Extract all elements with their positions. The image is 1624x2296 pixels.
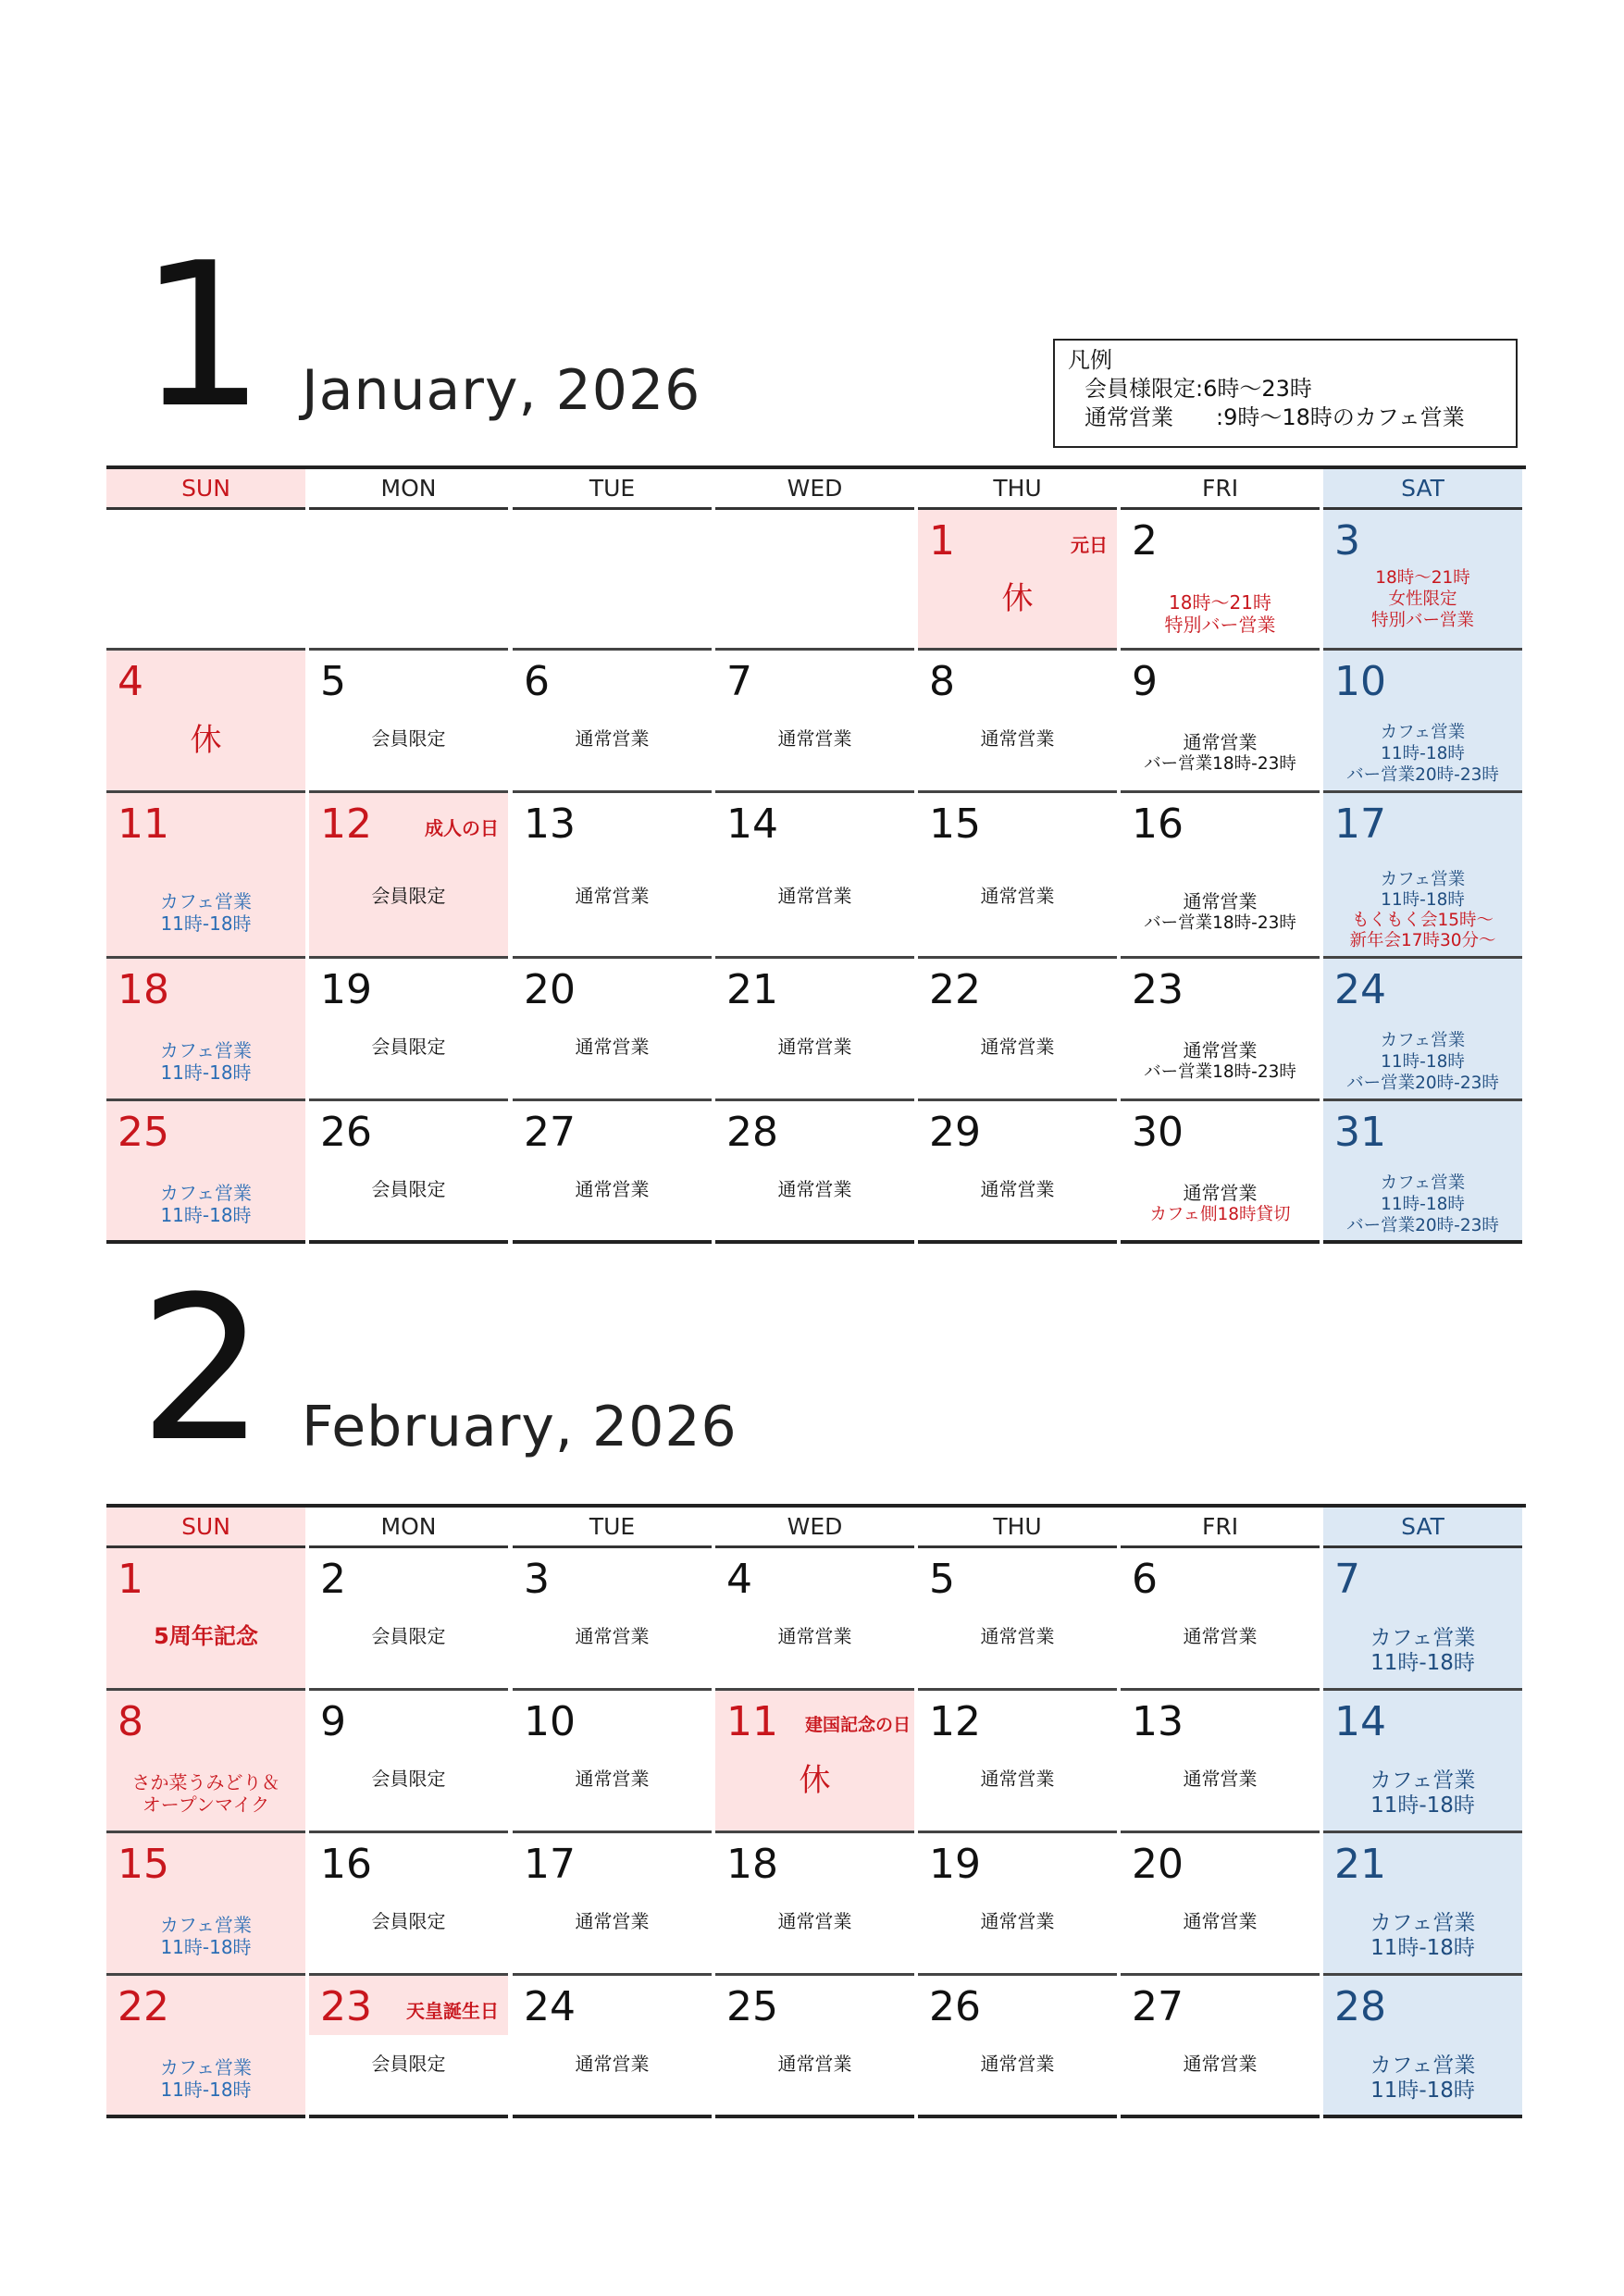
holiday-name: 成人の日 xyxy=(425,817,499,839)
day-cell-18 xyxy=(106,959,305,1101)
note-line: 11時-18時 xyxy=(1381,1052,1465,1072)
day-number: 24 xyxy=(1334,966,1386,1013)
day-note xyxy=(918,1178,1117,1200)
legend-members-label: 会員様限定 xyxy=(1085,376,1196,402)
day-cell-16 xyxy=(1121,793,1320,959)
day-note xyxy=(1323,1626,1522,1676)
note-line: 11時-18時 xyxy=(1381,1195,1465,1214)
day-cell-4 xyxy=(106,651,305,793)
day-note xyxy=(106,1914,305,1958)
note-line: 通常営業 xyxy=(980,727,1055,751)
day-number: 27 xyxy=(524,1109,576,1156)
day-note xyxy=(715,1910,914,1932)
note-line: 通常営業 xyxy=(980,1036,1055,1059)
day-number: 17 xyxy=(1334,800,1386,848)
day-note xyxy=(1323,870,1522,951)
note-line: 通常営業 xyxy=(980,2053,1055,2076)
note-line: 会員限定 xyxy=(371,1178,446,1201)
note-line: バー営業20時-23時 xyxy=(1346,1074,1499,1093)
day-number: 2 xyxy=(320,1556,346,1603)
day-cell-28 xyxy=(1323,1976,1522,2118)
note-line: 11時-18時 xyxy=(1370,1793,1475,1818)
weekday-wed: WED xyxy=(715,1508,914,1548)
day-note xyxy=(918,727,1117,750)
day-cell-12 xyxy=(309,793,508,959)
day-note xyxy=(513,1910,712,1932)
day-number: 14 xyxy=(726,800,778,848)
note-line: カフェ営業 xyxy=(1380,723,1466,742)
day-number: 23 xyxy=(1132,966,1184,1013)
day-note xyxy=(918,1036,1117,1058)
day-note xyxy=(1121,1910,1320,1932)
note-line: 通常営業 xyxy=(777,1178,852,1201)
day-note xyxy=(1323,1769,1522,1818)
day-note xyxy=(918,1768,1117,1790)
day-note xyxy=(309,2053,508,2075)
day-number: 5 xyxy=(320,658,346,705)
day-cell-19 xyxy=(918,1833,1117,1976)
day-note xyxy=(1121,1625,1320,1647)
day-cell-15 xyxy=(918,793,1117,959)
day-cell-10 xyxy=(513,1691,712,1833)
day-number: 21 xyxy=(726,966,778,1013)
day-number: 25 xyxy=(118,1109,169,1156)
note-line: 11時-18時 xyxy=(1381,744,1465,763)
day-cell-13 xyxy=(513,793,712,959)
day-number: 10 xyxy=(524,1698,576,1745)
note-line: カフェ営業 xyxy=(160,1913,252,1936)
note-line: 11時-18時 xyxy=(1381,890,1465,910)
day-number: 16 xyxy=(1132,800,1184,848)
day-note xyxy=(309,1178,508,1200)
note-line: 通常営業 xyxy=(777,1910,852,1933)
note-line: カフェ営業 xyxy=(1380,1173,1466,1193)
day-note xyxy=(1323,1911,1522,1961)
day-cell-20 xyxy=(513,959,712,1101)
day-number: 30 xyxy=(1132,1109,1184,1156)
day-number: 3 xyxy=(1334,517,1360,565)
note-line: 11時-18時 xyxy=(160,2078,252,2101)
day-number: 15 xyxy=(118,1841,169,1888)
day-cell-30 xyxy=(1121,1101,1320,1244)
day-number: 25 xyxy=(726,1983,778,2030)
holiday-name: 建国記念の日 xyxy=(804,1715,911,1735)
note-line: 通常営業 xyxy=(980,1625,1055,1648)
day-note xyxy=(715,1625,914,1647)
day-cell-19 xyxy=(309,959,508,1101)
day-number: 12 xyxy=(929,1698,981,1745)
note-line: カフェ営業 xyxy=(1380,870,1466,889)
day-cell-7 xyxy=(1323,1548,1522,1691)
note-line: 通常営業 xyxy=(777,1625,852,1648)
day-number: 17 xyxy=(524,1841,576,1888)
closed-mark: 休 xyxy=(190,722,222,759)
day-cell-21 xyxy=(1323,1833,1522,1976)
note-line: カフェ営業 xyxy=(160,1038,252,1061)
weekday-thu: THU xyxy=(918,1508,1117,1548)
note-line: カフェ営業 xyxy=(160,1181,252,1204)
day-cell-2 xyxy=(309,1548,508,1691)
day-cell-3 xyxy=(513,1548,712,1691)
note-line: 11時-18時 xyxy=(160,1935,252,1958)
day-number: 7 xyxy=(1334,1556,1360,1603)
note-line: 通常営業 xyxy=(980,1178,1055,1201)
day-note xyxy=(309,1036,508,1058)
weekday-wed: WED xyxy=(715,469,914,510)
day-cell-22 xyxy=(106,1976,305,2118)
note-line: 11時-18時 xyxy=(1370,1650,1475,1675)
day-note xyxy=(106,1182,305,1226)
note-line: 通常営業 xyxy=(1183,1768,1258,1791)
note-line: オープンマイク xyxy=(142,1793,270,1816)
day-note xyxy=(106,2056,305,2101)
day-cell-25 xyxy=(715,1976,914,2118)
day-number: 13 xyxy=(1132,1698,1184,1745)
day-cell-27 xyxy=(1121,1976,1320,2118)
holiday-name: 天皇誕生日 xyxy=(406,2000,499,2022)
note-line: 通常営業 xyxy=(575,1036,650,1059)
day-number: 4 xyxy=(118,658,143,705)
note-line: カフェ営業 xyxy=(1380,1031,1466,1050)
day-number: 18 xyxy=(726,1841,778,1888)
day-number: 19 xyxy=(320,966,372,1013)
empty-day-cell xyxy=(513,510,712,651)
legend-box xyxy=(1053,339,1518,448)
empty-day-cell xyxy=(715,510,914,651)
weekday-header-row xyxy=(106,1504,1526,1552)
day-note xyxy=(106,1039,305,1084)
day-note xyxy=(1323,722,1522,786)
note-line: カフェ営業 xyxy=(1370,1768,1476,1793)
day-note xyxy=(1323,1173,1522,1236)
holiday-name: 元日 xyxy=(1071,534,1108,556)
day-cell-13 xyxy=(1121,1691,1320,1833)
day-number: 18 xyxy=(118,966,169,1013)
note-line: 通常営業 xyxy=(1183,1910,1258,1933)
note-line: 11時-18時 xyxy=(160,912,252,935)
day-note xyxy=(715,2053,914,2075)
note-line: 通常営業 xyxy=(575,727,650,751)
day-note xyxy=(513,1625,712,1647)
day-cell-23 xyxy=(1121,959,1320,1101)
empty-day-cell xyxy=(106,510,305,651)
note-line: 会員限定 xyxy=(371,2053,446,2076)
day-number: 21 xyxy=(1334,1841,1386,1888)
note-line: 会員限定 xyxy=(371,1910,446,1933)
day-note xyxy=(1121,2053,1320,2075)
day-note xyxy=(1323,567,1522,631)
weekday-fri: FRI xyxy=(1121,469,1320,510)
note-line: バー営業20時-23時 xyxy=(1346,1216,1499,1235)
day-number: 3 xyxy=(524,1556,550,1603)
day-cell-27 xyxy=(513,1101,712,1244)
note-line: 通常営業 xyxy=(1183,1038,1258,1061)
day-cell-26 xyxy=(918,1976,1117,2118)
day-cell-17 xyxy=(1323,793,1522,959)
note-line: 会員限定 xyxy=(371,1036,446,1059)
day-cell-24 xyxy=(513,1976,712,2118)
day-note xyxy=(715,885,914,907)
day-number: 8 xyxy=(118,1698,143,1745)
day-number: 11 xyxy=(118,800,169,848)
day-cell-14 xyxy=(1323,1691,1522,1833)
day-note xyxy=(513,727,712,750)
day-note xyxy=(1323,2054,1522,2104)
day-number: 8 xyxy=(929,658,955,705)
closed-mark: 休 xyxy=(799,1762,831,1799)
day-cell-29 xyxy=(918,1101,1117,1244)
month-title: February, 2026 xyxy=(302,1395,738,1459)
day-cell-12 xyxy=(918,1691,1117,1833)
note-line: バー営業20時-23時 xyxy=(1346,765,1499,785)
day-cell-8 xyxy=(918,651,1117,793)
note-line: 通常営業 xyxy=(575,1768,650,1791)
day-note xyxy=(918,2053,1117,2075)
note-line: 通常営業 xyxy=(575,1625,650,1648)
note-line: 18時～21時 xyxy=(1375,568,1470,588)
day-note xyxy=(513,1036,712,1058)
day-cell-8 xyxy=(106,1691,305,1833)
day-cell-3 xyxy=(1323,510,1522,651)
weekday-mon: MON xyxy=(309,469,508,510)
day-cell-17 xyxy=(513,1833,712,1976)
weekday-tue: TUE xyxy=(513,1508,712,1548)
day-note xyxy=(106,1771,305,1816)
day-note xyxy=(309,1768,508,1790)
day-cell-2 xyxy=(1121,510,1320,651)
day-number: 4 xyxy=(726,1556,752,1603)
legend-line-members xyxy=(1068,375,1503,403)
day-note xyxy=(513,885,712,907)
day-number: 12 xyxy=(320,800,372,848)
note-line: カフェ営業 xyxy=(1370,2053,1476,2078)
note-line: 通常営業 xyxy=(777,2053,852,2076)
day-cell-23 xyxy=(309,1976,508,2118)
day-note xyxy=(715,1036,914,1058)
day-note xyxy=(918,1625,1117,1647)
day-note xyxy=(1323,1030,1522,1094)
day-number: 6 xyxy=(1132,1556,1158,1603)
note-line: 通常営業 xyxy=(777,884,852,907)
note-line: 11時-18時 xyxy=(160,1061,252,1084)
note-line: 通常営業 xyxy=(777,727,852,751)
day-cell-4 xyxy=(715,1548,914,1691)
day-number: 27 xyxy=(1132,1983,1184,2030)
day-note xyxy=(309,1910,508,1932)
note-line: 通常営業 xyxy=(980,1910,1055,1933)
weekday-sat: SAT xyxy=(1323,1508,1522,1548)
note-line: 会員限定 xyxy=(371,884,446,907)
note-line: 会員限定 xyxy=(371,1768,446,1791)
day-note xyxy=(918,1910,1117,1932)
day-cell-22 xyxy=(918,959,1117,1101)
day-number: 14 xyxy=(1334,1698,1386,1745)
day-number: 9 xyxy=(320,1698,346,1745)
day-cell-1 xyxy=(918,510,1117,651)
legend-line-regular xyxy=(1068,403,1503,432)
note-line: 5周年記念 xyxy=(154,1623,258,1650)
legend-title: 凡例 xyxy=(1068,347,1112,373)
note-line: カフェ営業 xyxy=(160,2055,252,2079)
empty-day-cell xyxy=(309,510,508,651)
note-line: 会員限定 xyxy=(371,1625,446,1648)
day-cell-9 xyxy=(309,1691,508,1833)
note-line: 特別バー営業 xyxy=(1164,614,1276,637)
note-line: 通常営業 xyxy=(575,2053,650,2076)
day-note xyxy=(715,727,914,750)
day-number: 20 xyxy=(1132,1841,1184,1888)
day-note xyxy=(309,885,508,907)
weekday-tue: TUE xyxy=(513,469,712,510)
day-cell-16 xyxy=(309,1833,508,1976)
day-cell-21 xyxy=(715,959,914,1101)
note-line: 11時-18時 xyxy=(1370,1935,1475,1960)
day-number: 28 xyxy=(726,1109,778,1156)
day-cell-10 xyxy=(1323,651,1522,793)
month-number: 2 xyxy=(139,1253,262,1485)
day-cell-25 xyxy=(106,1101,305,1244)
note-line: 通常営業 xyxy=(1183,889,1258,912)
day-number: 6 xyxy=(524,658,550,705)
day-cell-5 xyxy=(918,1548,1117,1691)
weekday-sun: SUN xyxy=(106,469,305,510)
day-number: 29 xyxy=(929,1109,981,1156)
note-line: 新年会17時30分～ xyxy=(1349,931,1496,950)
day-cell-11 xyxy=(106,793,305,959)
note-line: 11時-18時 xyxy=(1370,2078,1475,2103)
day-note xyxy=(106,890,305,935)
day-number: 22 xyxy=(118,1983,169,2030)
note-line: バー営業18時-23時 xyxy=(1144,912,1296,933)
day-note xyxy=(513,1178,712,1200)
note-line: バー営業18時-23時 xyxy=(1144,753,1296,774)
note-line: 18時～21時 xyxy=(1169,591,1271,614)
note-line: 通常営業 xyxy=(575,1178,650,1201)
legend-members-value: :6時～23時 xyxy=(1196,376,1312,402)
note-line: 通常営業 xyxy=(575,884,650,907)
day-note xyxy=(715,1178,914,1200)
day-cell-20 xyxy=(1121,1833,1320,1976)
note-line: カフェ営業 xyxy=(1370,1625,1476,1650)
day-note xyxy=(1121,890,1320,935)
note-line: 女性限定 xyxy=(1388,590,1457,609)
day-number: 2 xyxy=(1132,517,1158,565)
note-line: もくもく会15時～ xyxy=(1351,911,1494,930)
note-line: 通常営業 xyxy=(1183,2053,1258,2076)
weekday-header-row xyxy=(106,465,1526,514)
note-line: 特別バー営業 xyxy=(1370,611,1474,630)
closed-mark: 休 xyxy=(1001,580,1034,617)
weekday-mon: MON xyxy=(309,1508,508,1548)
day-cell-6 xyxy=(513,651,712,793)
note-line: 通常営業 xyxy=(980,884,1055,907)
note-line: 通常営業 xyxy=(575,1910,650,1933)
day-cell-9 xyxy=(1121,651,1320,793)
day-number: 13 xyxy=(524,800,576,848)
day-cell-14 xyxy=(715,793,914,959)
day-number: 23 xyxy=(320,1983,372,2030)
day-number: 31 xyxy=(1334,1109,1386,1156)
day-note xyxy=(513,2053,712,2075)
day-number: 7 xyxy=(726,658,752,705)
day-number: 15 xyxy=(929,800,981,848)
note-line: 通常営業 xyxy=(777,1036,852,1059)
day-number: 20 xyxy=(524,966,576,1013)
day-number: 5 xyxy=(929,1556,955,1603)
day-note xyxy=(513,1768,712,1790)
day-number: 9 xyxy=(1132,658,1158,705)
day-cell-26 xyxy=(309,1101,508,1244)
day-number: 10 xyxy=(1334,658,1386,705)
note-line: バー営業18時-23時 xyxy=(1144,1061,1296,1082)
day-cell-7 xyxy=(715,651,914,793)
month-title: January, 2026 xyxy=(302,358,701,423)
note-line: さか菜うみどり＆ xyxy=(131,1770,280,1793)
day-number: 16 xyxy=(320,1841,372,1888)
month-number: 1 xyxy=(139,219,262,452)
day-note xyxy=(309,1625,508,1647)
day-note xyxy=(1121,1039,1320,1084)
day-cell-5 xyxy=(309,651,508,793)
day-cell-18 xyxy=(715,1833,914,1976)
day-cell-31 xyxy=(1323,1101,1522,1244)
day-number: 1 xyxy=(118,1556,143,1603)
legend-regular-value: :9時～18時のカフェ営業 xyxy=(1216,404,1465,430)
day-note xyxy=(1121,1768,1320,1790)
day-cell-11 xyxy=(715,1691,914,1833)
day-number: 26 xyxy=(929,1983,981,2030)
day-note xyxy=(1121,1182,1320,1226)
weekday-thu: THU xyxy=(918,469,1117,510)
day-number: 22 xyxy=(929,966,981,1013)
day-number: 28 xyxy=(1334,1983,1386,2030)
day-cell-15 xyxy=(106,1833,305,1976)
day-note xyxy=(309,727,508,750)
day-number: 19 xyxy=(929,1841,981,1888)
note-line: 通常営業 xyxy=(1183,1625,1258,1648)
day-note xyxy=(106,1623,305,1650)
day-cell-28 xyxy=(715,1101,914,1244)
note-line: 通常営業 xyxy=(980,1768,1055,1791)
note-line: 会員限定 xyxy=(371,727,446,751)
note-line: 通常営業 xyxy=(1183,1181,1258,1204)
note-line: カフェ営業 xyxy=(1370,1910,1476,1935)
day-cell-1 xyxy=(106,1548,305,1691)
note-line: 通常営業 xyxy=(1183,730,1258,753)
note-line: カフェ営業 xyxy=(160,889,252,912)
weekday-fri: FRI xyxy=(1121,1508,1320,1548)
day-number: 11 xyxy=(726,1698,778,1745)
day-note xyxy=(1121,731,1320,776)
day-number: 24 xyxy=(524,1983,576,2030)
day-cell-24 xyxy=(1323,959,1522,1101)
day-number: 26 xyxy=(320,1109,372,1156)
weekday-sun: SUN xyxy=(106,1508,305,1548)
day-number: 1 xyxy=(929,517,955,565)
weekday-sat: SAT xyxy=(1323,469,1522,510)
legend-regular-label: 通常営業 xyxy=(1085,404,1173,430)
note-line: カフェ側18時貸切 xyxy=(1149,1204,1291,1224)
day-note xyxy=(1121,591,1320,636)
day-note xyxy=(918,885,1117,907)
note-line: 11時-18時 xyxy=(160,1203,252,1226)
day-cell-6 xyxy=(1121,1548,1320,1691)
